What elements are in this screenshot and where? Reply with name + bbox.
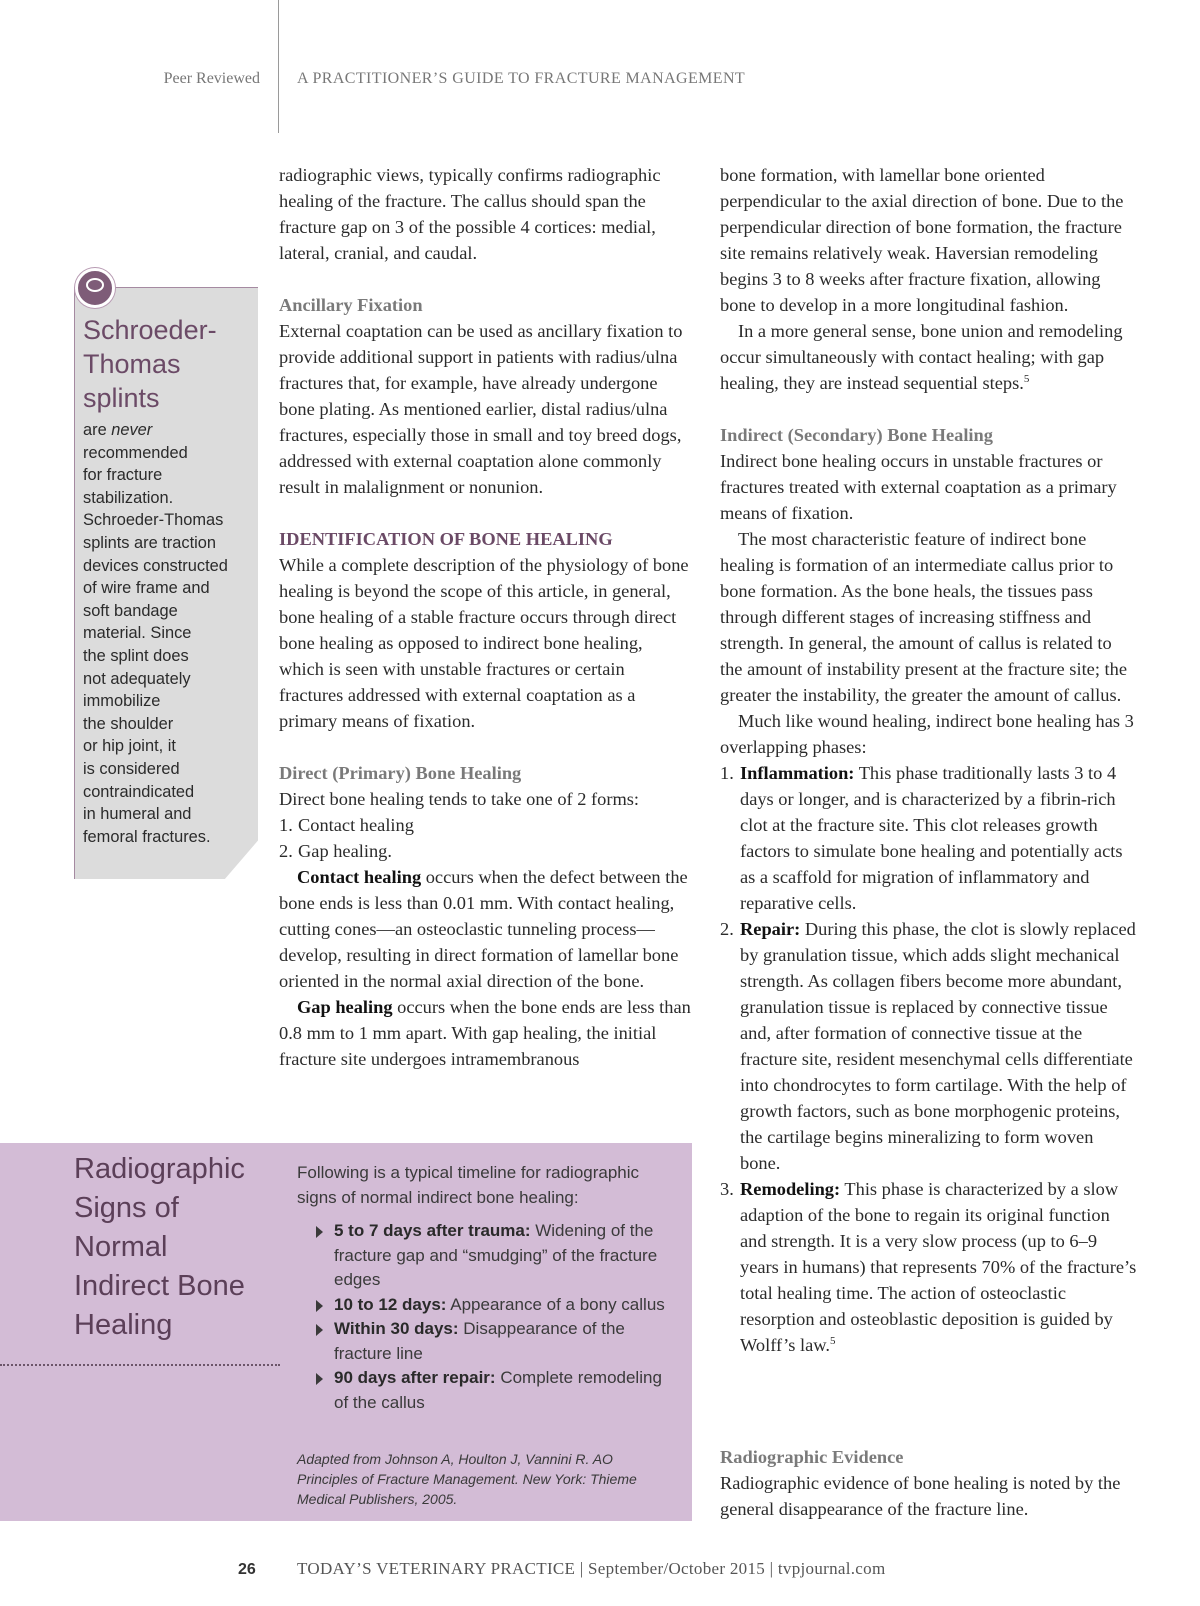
list-item: 3. Remodeling: This phase is characterized by a slow adaption of the bone to regain its original function and strength. It is a very slow process (up to 6–9 years in humans) that represents 70% of the fracture’s total healing time. The action of osteoclastic resorption and osteoblastic deposition is guided by Wolff’s law.$^5$ bbox=[720, 1179, 1137, 1355]
list-item: 1. Inflammation: This phase traditionally lasts 3 to 4 days or longer, and is characterized by a fibrin-rich clot at the fracture site. This clot releases growth factors to simulate bone healing and potentially acts as a scaffold for migration of inflammatory and reparative cells. bbox=[720, 763, 1123, 913]
sidebar-title: Schroeder- Thomas splints bbox=[83, 315, 217, 413]
arrow-bullet-icon bbox=[316, 1300, 323, 1312]
header-title: A PRACTITIONER’S GUIDE TO FRACTURE MANAGEMENT bbox=[297, 70, 746, 87]
sidebar-body: are never recommended for fracture stabilization. Schroeder-Thomas splints are traction devices constructed of wire frame and soft bandage material. Since the splint does not adequately immobilize the shoulder or hip joint, it is considered contraindicated in humeral and femoral fractures. bbox=[83, 421, 228, 846]
arrow-bullet-icon bbox=[316, 1324, 323, 1336]
box-intro: Following is a typical timeline for radiographic signs of normal indirect bone healing: bbox=[297, 1163, 640, 1207]
paragraph: Direct bone healing tends to take one of 2 forms: bbox=[279, 789, 640, 809]
speech-bubble-icon-inner bbox=[86, 278, 104, 292]
footer-publication: TODAY’S VETERINARY PRACTICE | September/October 2015 | tvpjournal.com bbox=[297, 1559, 886, 1578]
list-item: 1. Contact healing bbox=[279, 815, 414, 835]
section-heading-identification: IDENTIFICATION OF BONE HEALING bbox=[279, 529, 613, 549]
list-item: 90 days after repair: Complete remodeling of the callus bbox=[316, 1366, 678, 1415]
paragraph: In a more general sense, bone union and remodeling occur simultaneously with contact healing; with gap healing, they are instead sequential steps.$^5$ bbox=[720, 321, 1123, 393]
list-item: 2. Repair: During this phase, the clot is slowly replaced by granulation tissue, which adds slight mechanical strength. As collagen fibers become more abundant, granulation tissue is replaced by connective tissue and, after formation of connective tissue at the fracture site, resident mesenchymal cells differentiate into chondrocytes to form cartilage. With the help of growth factors, such as bone morphogenic proteins, the cartilage begins mineralizing to form woven bone. bbox=[720, 919, 1136, 1173]
paragraph: Radiographic evidence of bone healing is noted by the general disappearance of the fracture line. bbox=[720, 1473, 1121, 1519]
subheading-ancillary-fixation: Ancillary Fixation bbox=[279, 295, 423, 315]
dotted-divider bbox=[0, 1364, 280, 1366]
box-title: Radiographic Signs of Normal Indirect Bone Healing bbox=[74, 1153, 245, 1341]
paragraph-contact-healing: Contact healing occurs when the defect between the bone ends is less than 0.01 mm. With contact healing, cutting cones—an osteoclastic tunneling process—develop, resulting in direct formation of lamellar bone oriented in the normal axial direction of the bone. bbox=[279, 867, 688, 991]
paragraph: The most characteristic feature of indirect bone healing is formation of an intermediate callus prior to bone formation. As the bone heals, the tissues pass through different stages of increasing stiffness and strength. In general, the amount of callus is related to the amount of instability present at the fracture site; the greater the instability, the greater the amount of callus. bbox=[720, 529, 1128, 705]
paragraph: While a complete description of the physiology of bone healing is beyond the scope of this article, in general, bone healing of a stable fracture occurs through direct bone healing as opposed to indirect bone healing, which is seen with unstable fractures or certain fractures addressed with external coaptation as a primary means of fixation. bbox=[279, 555, 689, 731]
list-item: Within 30 days: Disappearance of the fracture line bbox=[316, 1317, 678, 1366]
forms-list bbox=[279, 812, 691, 864]
paragraph-gap-healing: Gap healing occurs when the bone ends are less than 0.8 mm to 1 mm apart. With gap healing, the initial fracture site undergoes intramembranous bbox=[279, 997, 691, 1069]
subheading-indirect-healing: Indirect (Secondary) Bone Healing bbox=[720, 425, 993, 445]
list-item: 2. Gap healing. bbox=[279, 841, 392, 861]
article-column-2 bbox=[720, 162, 1138, 1358]
paragraph: External coaptation can be used as ancillary fixation to provide additional support in patients with radius/ulna fractures that, for example, have already undergone bone plating. As mentioned earlier, distal radius/ulna fractures, especially those in small and toy breed dogs, addressed with external coaptation alone commonly result in malalignment or nonunion. bbox=[279, 321, 683, 497]
list-item: 10 to 12 days: Appearance of a bony callus bbox=[316, 1293, 678, 1318]
arrow-bullet-icon bbox=[316, 1373, 323, 1385]
paragraph: radiographic views, typically confirms radiographic healing of the fracture. The callus should span the fracture gap on 3 of the possible 4 cortices: medial, lateral, cranial, and caudal. bbox=[279, 165, 661, 263]
phases-list bbox=[720, 760, 1138, 1358]
subheading-direct-healing: Direct (Primary) Bone Healing bbox=[279, 763, 522, 783]
article-column-2-end bbox=[720, 1444, 1138, 1522]
list-item: 5 to 7 days after trauma: Widening of the fracture gap and “smudging” of the fracture edges bbox=[316, 1219, 678, 1293]
box-source-citation: Adapted from Johnson A, Houlton J, Vannini R. AO Principles of Fracture Management. New York: Thieme Medical Publishers, 2005. bbox=[297, 1451, 637, 1507]
timeline-list bbox=[316, 1219, 678, 1415]
header-section-label: Peer Reviewed bbox=[163, 70, 260, 87]
paragraph: Much like wound healing, indirect bone healing has 3 overlapping phases: bbox=[720, 711, 1134, 757]
paragraph: bone formation, with lamellar bone oriented perpendicular to the axial direction of bone. Due to the perpendicular direction of bone formation, the fracture site remains relatively weak. Haversian remodeling begins 3 to 8 weeks after fracture fixation, allowing bone to develop in a more longitudinal fashion. bbox=[720, 165, 1124, 315]
page-number: 26 bbox=[238, 1561, 256, 1578]
paragraph: Indirect bone healing occurs in unstable fractures or fractures treated with external coaptation as a primary means of fixation. bbox=[720, 451, 1117, 523]
article-column-1 bbox=[279, 162, 691, 1072]
subheading-radiographic-evidence: Radiographic Evidence bbox=[720, 1447, 904, 1467]
arrow-bullet-icon bbox=[316, 1226, 323, 1238]
sidebar-border bbox=[74, 287, 75, 879]
header-divider bbox=[278, 0, 279, 133]
